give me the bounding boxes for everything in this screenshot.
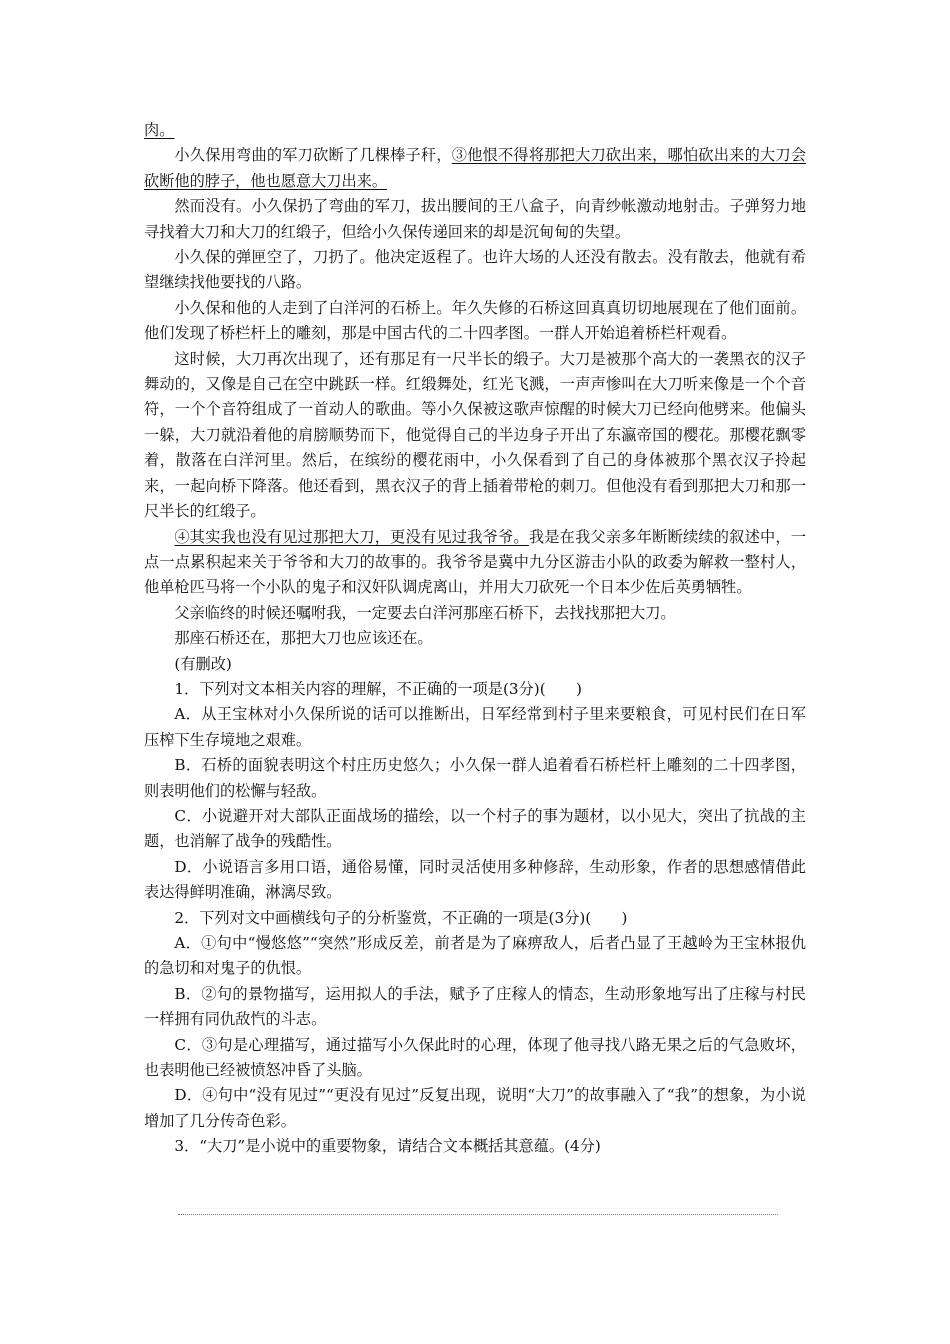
passage-paragraph <box>144 143 806 194</box>
document-body <box>144 118 806 1160</box>
question-1-option-d: D．小说语言多用口语，通俗易懂，同时灵活使用多种修辞，生动形象，作者的思想感情借此表达得鲜明准确，淋漓尽致。 <box>144 857 806 902</box>
question-2-option-c: C．③句是心理描写，通过描写小久保此时的心理，体现了他寻找八路无果之后的气急败坏，也表明他已经被愤怒冲昏了头脑。 <box>144 1035 806 1080</box>
question-2-option-a: A．①句中“慢悠悠”“突然”形成反差，前者是为了麻痹敌人，后者凸显了王越岭为王宝林报仇的急切和对鬼子的仇恨。 <box>144 934 806 978</box>
question-2-option-d: D．④句中“没有见过”“更没有见过”反复出现，说明“大刀”的故事融入了“我”的想象，为小说增加了几分传奇色彩。 <box>144 1086 806 1130</box>
source-note: (有删改) <box>174 654 232 673</box>
underlined-sentence-3: ③他恨不得将那把大刀砍出来，哪怕砍出来的大刀会砍断他的脖子，他也愿意大刀出来。 <box>144 146 807 190</box>
question-1-stem: 1．下列对文本相关内容的理解，不正确的一项是(3分)( ) <box>174 679 582 698</box>
passage-paragraph: 肉。 <box>144 121 175 139</box>
passage-paragraph <box>144 525 806 601</box>
question-2-option-b: B．②句的景物描写，运用拟人的手法，赋予了庄稼人的情态，生动形象地写出了庄稼与村民一样拥有同仇敌忾的斗志。 <box>144 984 806 1029</box>
question-1-option-c: C．小说避开对大部队正面战场的描绘，以一个村子的事为题材，以小见大，突出了抗战的主题，也消解了战争的残酷性。 <box>144 806 806 851</box>
underlined-sentence-4: ④其实我也没有见过那把大刀，更没有见过我爷爷。 <box>174 527 529 546</box>
passage-paragraph: 这时候，大刀再次出现了，还有那足有一尺半长的缎子。大刀是被那个高大的一袭黑衣的汉子舞动的，又像是自己在空中跳跃一样。红缎舞处，红光飞溅，一声声惨叫在大刀听来像是一个个音符，一个个音符组成了一首动人的歌曲。等小久保被这歌声惊醒的时候大刀已经向他劈来。他偏头一躲，大刀就沿着他的肩膀顺势而下，他觉得自己的半边身子开出了东瀛帝国的樱花。那樱花飘零着，散落在白洋河里。然后，在缤纷的樱花雨中，小久保看到了自己的身体被那个黑衣汉子拎起来，一起向桥下降落。他还看到，黑衣汉子的背上插着带枪的刺刀。但他没有看到那把大刀和那一尺半长的红缎子。 <box>144 349 806 521</box>
question-2-stem: 2．下列对文中画横线句子的分析鉴赏，不正确的一项是(3分)( ) <box>174 908 628 927</box>
passage-paragraph: 小久保和他的人走到了白洋河的石桥上。年久失修的石桥这回真真切切地展现在了他们面前。他们发现了桥栏杆上的雕刻，那是中国古代的二十四孝图。一群人开始追着桥栏杆观看。 <box>144 298 806 343</box>
passage-paragraph: 那座石桥还在，那把大刀也应该还在。 <box>174 629 433 648</box>
question-1-option-a: A．从王宝林对小久保所说的话可以推断出，日军经常到村子里来要粮食，可见村民们在日军压榨下生存境地之艰难。 <box>144 705 806 749</box>
answer-separator-line <box>178 1214 778 1215</box>
question-1-option-b: B．石桥的面貌表明这个村庄历史悠久；小久保一群人追着看石桥栏杆上雕刻的二十四孝图，则表明他们的松懈与轻敌。 <box>144 756 806 800</box>
passage-paragraph: 然而没有。小久保扔了弯曲的军刀，拔出腰间的王八盒子，向青纱帐激动地射击。子弹努力地寻找着大刀和大刀的红缎子，但给小久保传递回来的却是沉甸甸的失望。 <box>144 197 806 241</box>
passage-text: 小久保用弯曲的军刀砍断了几棵棒子秆， <box>174 146 452 165</box>
passage-text: 我是在我父亲多年断断续续的叙述中，一点一点累积起来关于爷爷和大刀的故事的。我爷爷是冀中九分区游击小队的政委为解救一整村人，他单枪匹马将一个小队的鬼子和汉奸队调虎离山，并用大刀砍死一个日本少佐后英勇牺牲。 <box>144 527 807 597</box>
passage-paragraph: 父亲临终的时候还嘱咐我，一定要去白洋河那座石桥下，去找找那把大刀。 <box>174 603 676 622</box>
question-3-stem: 3．“大刀”是小说中的重要物象，请结合文本概括其意蕴。(4分) <box>174 1137 601 1156</box>
passage-paragraph: 小久保的弹匣空了，刀扔了。他决定返程了。也许大场的人还没有散去。没有散去，他就有希望继续找他要找的八路。 <box>144 248 806 292</box>
